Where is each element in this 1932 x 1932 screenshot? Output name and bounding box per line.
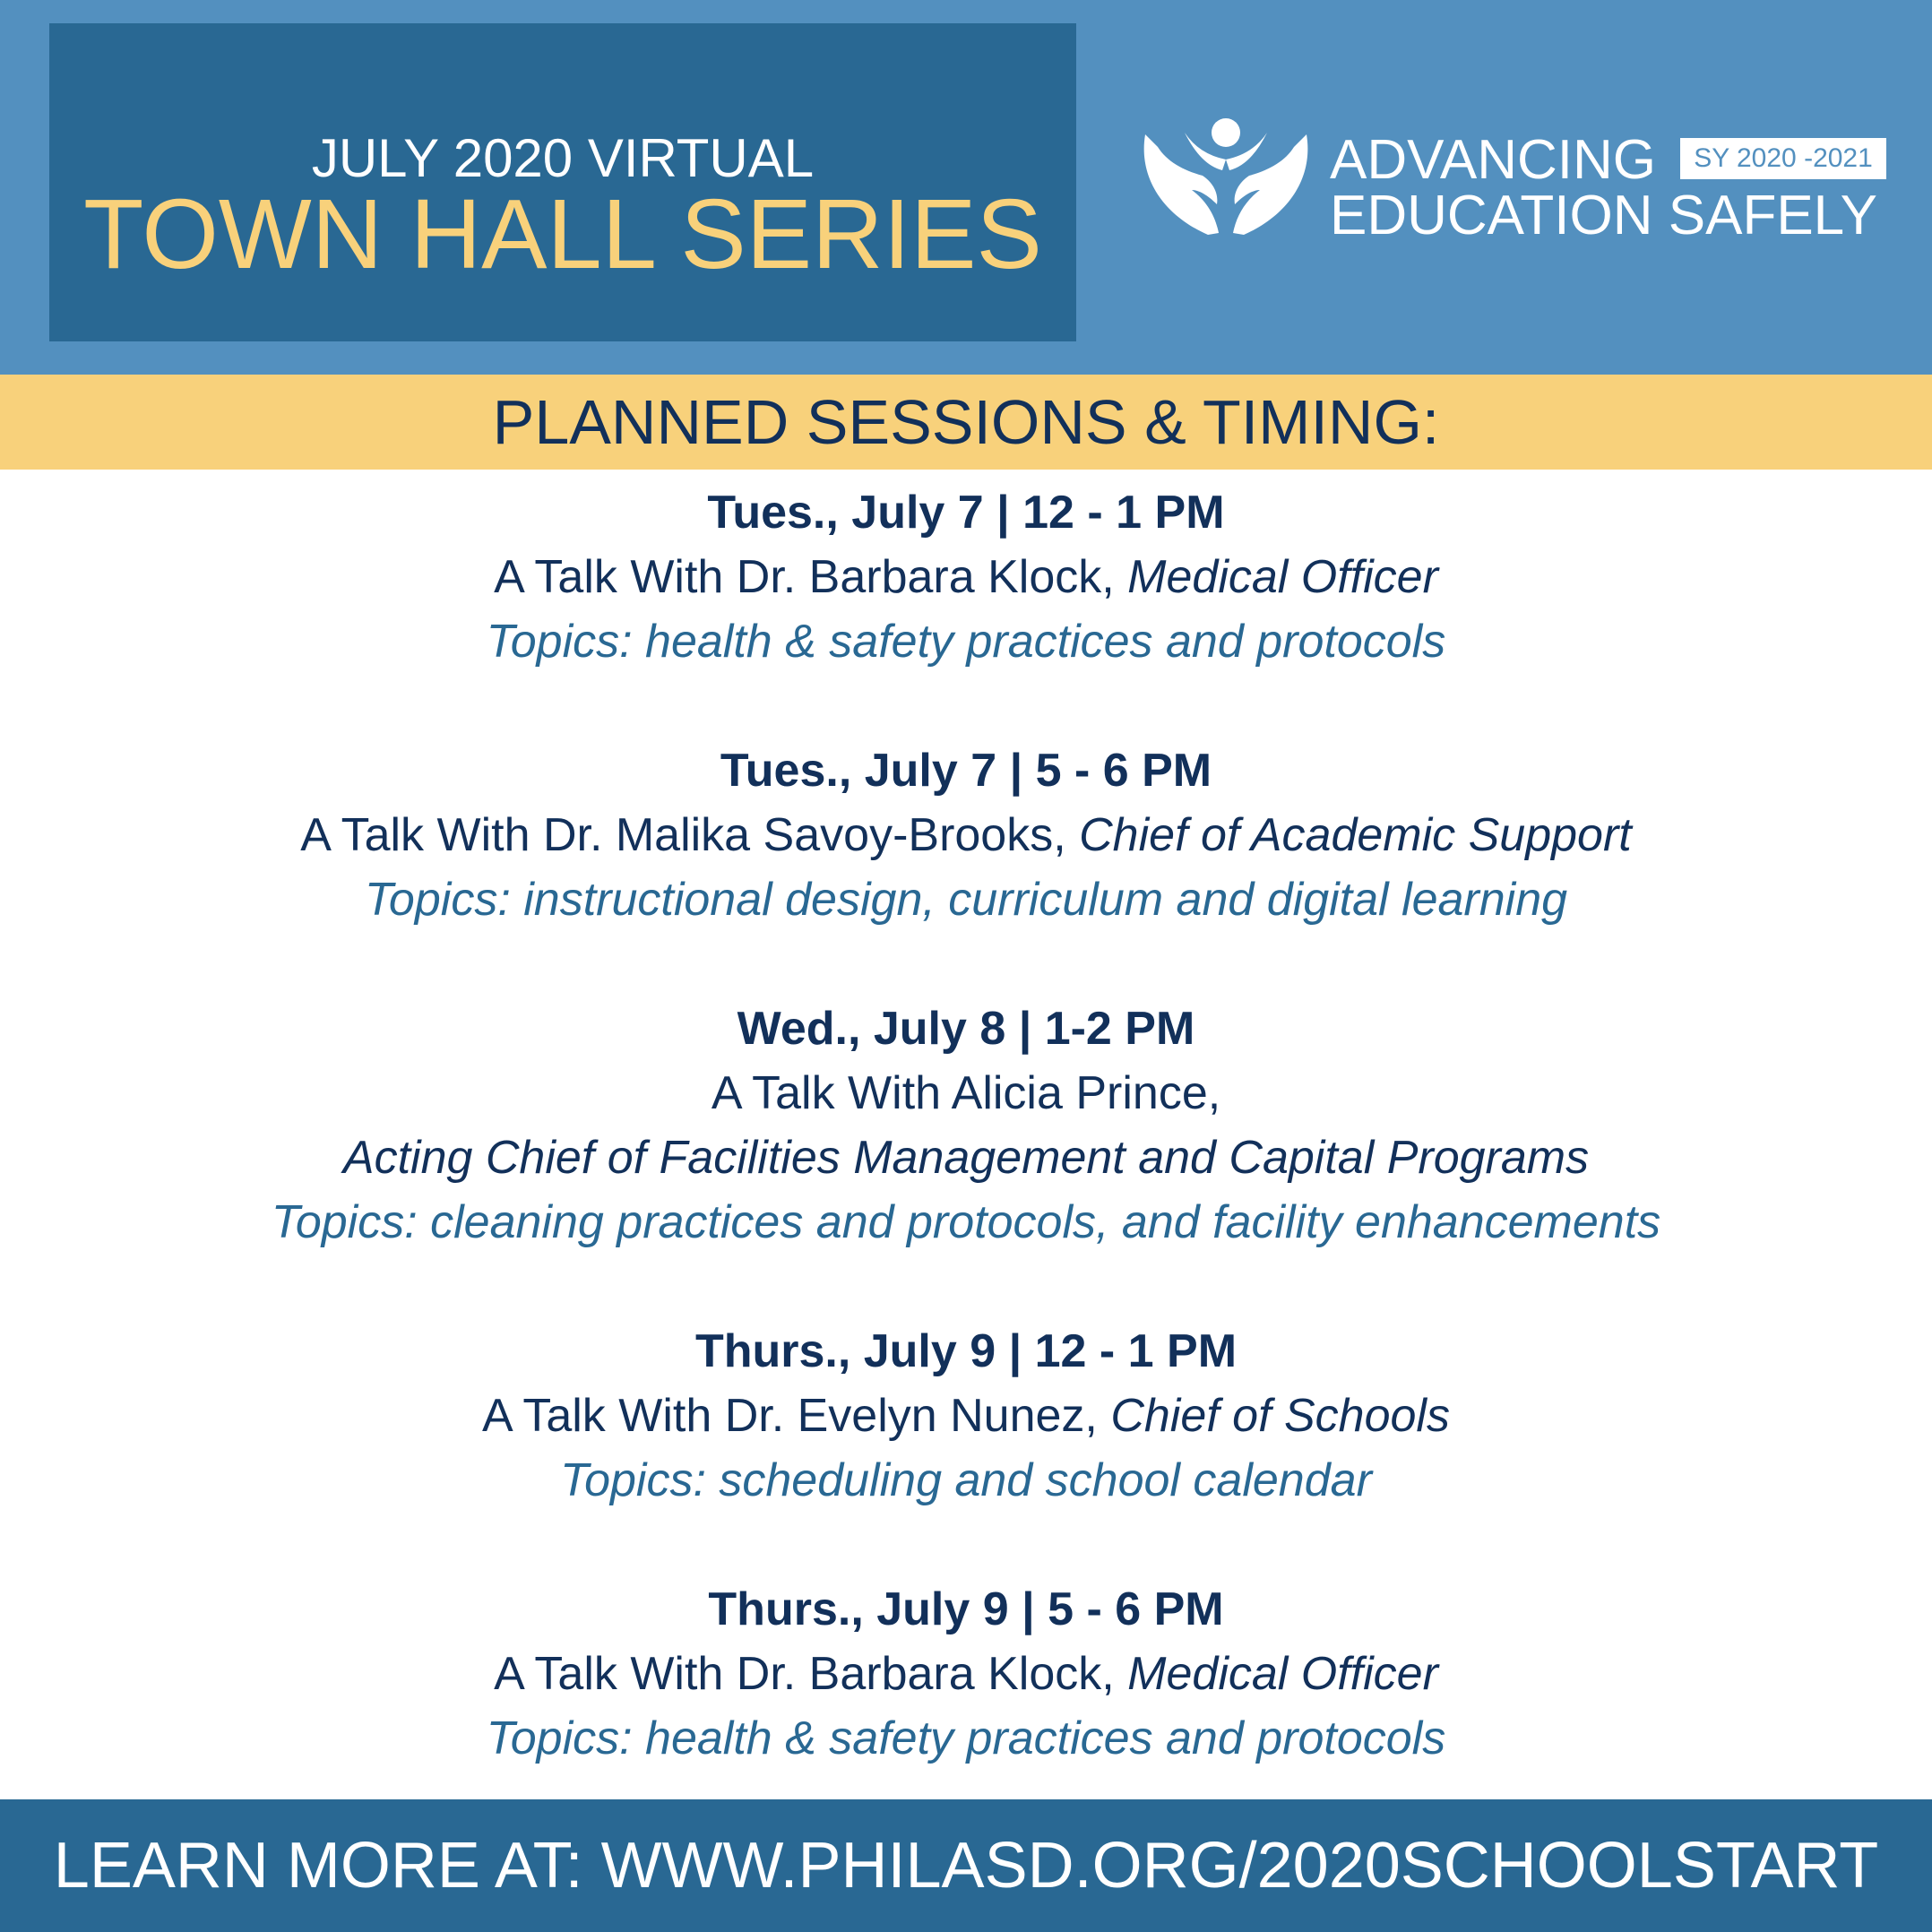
logo-head [1212, 118, 1240, 147]
section-heading-band [0, 375, 1932, 470]
page-title: TOWN HALL SERIES [83, 179, 1042, 289]
session-topics: Topics: health & safety practices and protocols [486, 1712, 1446, 1764]
session-speaker: A Talk With Dr. Barbara Klock, [494, 1648, 1128, 1700]
title-box [49, 23, 1076, 341]
logo-right-hand [1233, 134, 1307, 235]
session-item [0, 738, 1932, 932]
session-topics: Topics: instructional design, curriculum and digital learning [364, 874, 1568, 926]
footer-banner [0, 1799, 1932, 1932]
session-topics: Topics: cleaning practices and protocols, and facility enhancements [271, 1196, 1661, 1248]
session-speaker-line [0, 803, 1932, 867]
footer-link-text: LEARN MORE AT: WWW.PHILASD.ORG/2020SCHOOLSTART [53, 1830, 1879, 1902]
session-item [0, 480, 1932, 674]
session-item [0, 996, 1932, 1255]
session-topics: Topics: health & safety practices and protocols [486, 616, 1446, 668]
session-item [0, 1577, 1932, 1771]
logo-left-hand [1144, 134, 1219, 235]
session-speaker-role: Chief of Schools [1110, 1390, 1450, 1442]
session-list [0, 480, 1932, 1792]
session-datetime: Thurs., July 9 | 12 - 1 PM [694, 1325, 1238, 1377]
session-speaker-role: Acting Chief of Facilities Management and Capital Programs [342, 1132, 1590, 1184]
session-datetime: Wed., July 8 | 1-2 PM [737, 1003, 1195, 1055]
session-speaker-role: Chief of Academic Support [1079, 809, 1632, 861]
title-subheading: JULY 2020 VIRTUAL [311, 128, 815, 188]
session-speaker: A Talk With Dr. Barbara Klock, [494, 551, 1128, 603]
session-datetime: Tues., July 7 | 12 - 1 PM [707, 487, 1225, 539]
session-speaker: A Talk With Dr. Evelyn Nunez, [482, 1390, 1111, 1442]
header [0, 0, 1932, 375]
logo-text-advancing: ADVANCING [1330, 129, 1657, 191]
session-speaker: A Talk With Alicia Prince, [711, 1067, 1221, 1119]
session-speaker-line [0, 1384, 1932, 1448]
session-speaker-role: Medical Officer [1127, 551, 1438, 603]
session-speaker-role: Medical Officer [1127, 1648, 1438, 1700]
school-year-badge: SY 2020 -2021 [1680, 138, 1886, 179]
logo-text-education-safely: EDUCATION SAFELY [1330, 185, 1877, 246]
session-datetime: Tues., July 7 | 5 - 6 PM [720, 745, 1212, 797]
session-speaker: A Talk With Dr. Malika Savoy-Brooks, [300, 809, 1080, 861]
session-topics: Topics: scheduling and school calendar [560, 1454, 1372, 1506]
hands-holding-person-icon [1136, 115, 1315, 249]
session-speaker-line [0, 1642, 1932, 1706]
session-item [0, 1319, 1932, 1513]
session-speaker-line [0, 545, 1932, 609]
section-heading: PLANNED SESSIONS & TIMING: [492, 387, 1440, 457]
session-datetime: Thurs., July 9 | 5 - 6 PM [708, 1583, 1224, 1635]
